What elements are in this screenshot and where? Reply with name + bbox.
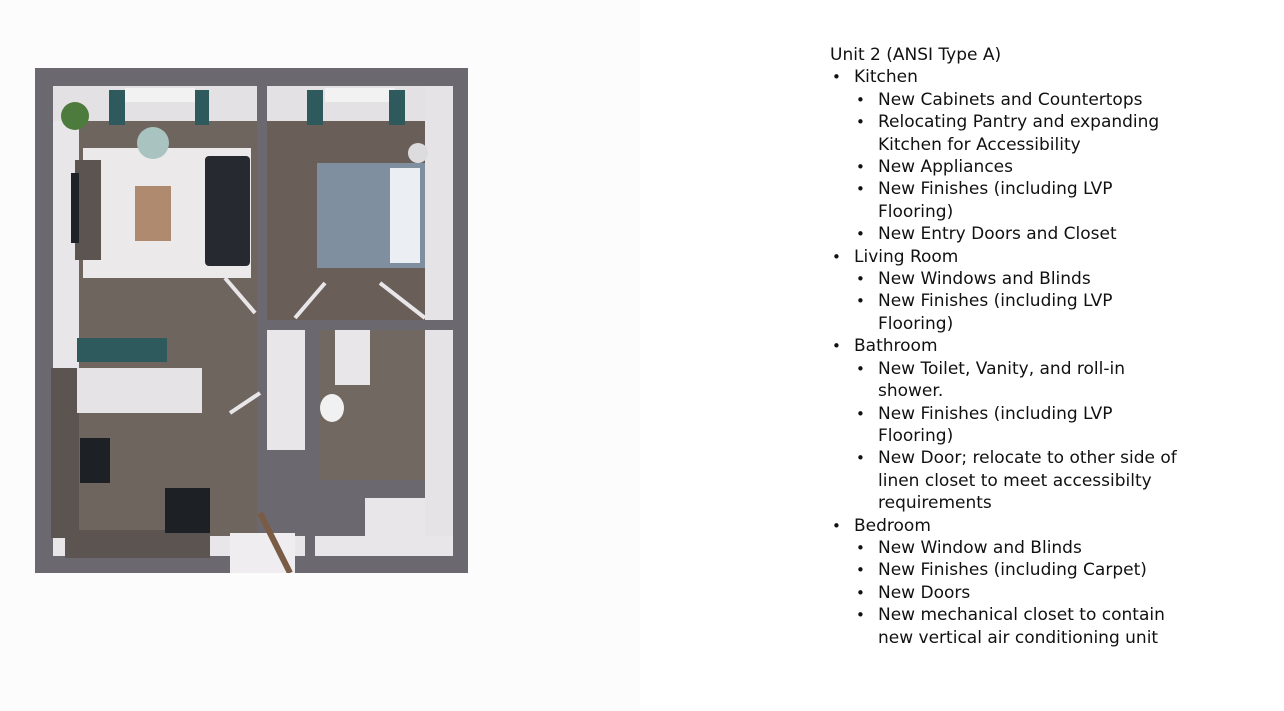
floor-plan-panel: [0, 0, 640, 711]
list-item: • New Finishes (including Carpet): [854, 559, 1178, 581]
list-item: • New Finishes (including LVP Flooring): [854, 290, 1178, 335]
list-item: • New Door; relocate to other side of linen closet to meet accessibilty requirements: [854, 447, 1178, 514]
window-bedroom: [325, 88, 395, 102]
interior-wall-hall: [257, 320, 457, 330]
list-item: • New Entry Doors and Closet: [854, 223, 1178, 245]
bathroom-items: [854, 358, 1270, 515]
section-kitchen: [830, 66, 1270, 245]
room-list: [830, 66, 1270, 649]
floor-plan-image: [35, 68, 468, 573]
kitchen-items: [854, 89, 1270, 246]
list-item: • New mechanical closet to contain new vertical air conditioning unit: [854, 604, 1178, 649]
curtain: [109, 90, 125, 125]
list-item: • New Appliances: [854, 156, 1178, 178]
bed-pillows: [390, 168, 420, 263]
sofa: [205, 156, 250, 266]
interior-wall-closet: [305, 330, 315, 560]
plant: [61, 102, 89, 130]
section-living-room: [830, 246, 1270, 336]
shower: [365, 498, 425, 548]
section-bedroom: [830, 515, 1270, 649]
unit-title: Unit 2 (ANSI Type A): [830, 45, 1002, 65]
section-name: Kitchen: [854, 67, 918, 88]
fridge: [165, 488, 210, 533]
kitchen-counter-left: [51, 368, 79, 538]
section-bathroom: [830, 335, 1270, 514]
stove: [80, 438, 110, 483]
curtain: [307, 90, 323, 125]
list-item: • Relocating Pantry and expanding Kitchen for Accessibility: [854, 111, 1178, 156]
kitchen-counter-bottom: [65, 530, 210, 558]
closet-inner: [267, 330, 305, 450]
list-item: • New Cabinets and Countertops: [854, 89, 1178, 111]
toilet: [320, 394, 344, 422]
curtain: [389, 90, 405, 125]
window-living: [125, 88, 195, 102]
section-name: Living Room: [854, 246, 959, 267]
scope-of-work: [830, 44, 1270, 649]
list-item: • New Finishes (including LVP Flooring): [854, 178, 1178, 223]
list-item: • New Toilet, Vanity, and roll-in shower.: [854, 358, 1178, 403]
list-item: • New Window and Blinds: [854, 537, 1178, 559]
living-room-items: [854, 268, 1270, 335]
section-name: Bedroom: [854, 515, 931, 536]
interior-wall-bath: [257, 330, 267, 450]
list-item: • New Finishes (including LVP Flooring): [854, 403, 1178, 448]
section-name: Bathroom: [854, 336, 938, 357]
list-item: • New Windows and Blinds: [854, 268, 1178, 290]
interior-wall-bed: [257, 86, 267, 326]
kitchen-island: [77, 368, 202, 413]
vanity: [335, 330, 370, 385]
nightstand: [408, 143, 428, 163]
bedroom-items: [854, 537, 1270, 649]
list-item: • New Doors: [854, 582, 1178, 604]
curtain: [195, 90, 209, 125]
coffee-table: [135, 186, 171, 241]
armchair: [137, 127, 169, 159]
tv: [71, 173, 79, 243]
stools: [77, 338, 167, 362]
